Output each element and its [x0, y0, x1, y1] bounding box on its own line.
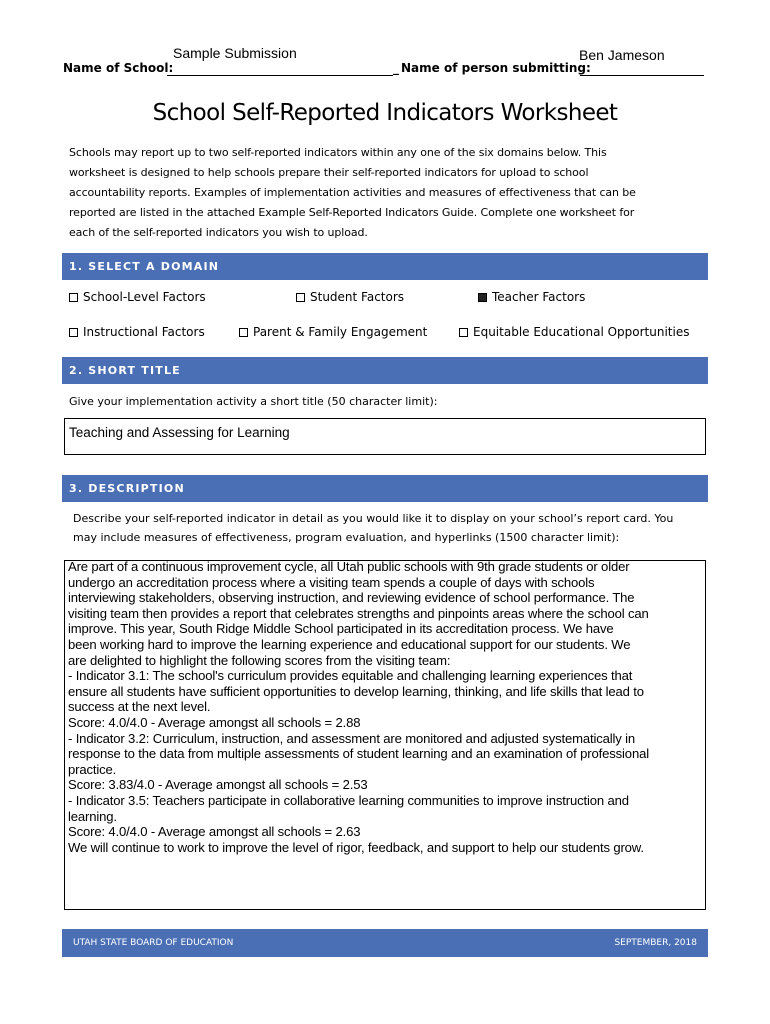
option-teacher-factors[interactable] — [478, 290, 585, 304]
description-line: We will continue to work to improve the level of rigor, feedback, and support to help our students grow. — [68, 839, 644, 855]
short-title-field[interactable] — [64, 418, 706, 455]
description-line: are delighted to highlight the following scores from the visiting team: — [68, 652, 451, 668]
option-label: Student Factors — [310, 290, 405, 304]
option-instructional-factors[interactable] — [69, 325, 205, 339]
description-line: visiting team then provides a report that celebrates strengths and pinpoints areas where the school can — [68, 605, 649, 621]
description-line: Score: 3.83/4.0 - Average amongst all schools = 2.53 — [68, 777, 368, 793]
page-title: School Self-Reported Indicators Worksheet — [152, 100, 618, 126]
footer-date: SEPTEMBER, 2018 — [614, 938, 697, 948]
description-line: been working hard to improve the learning experience and educational support for our students. We — [68, 636, 631, 652]
school-name-label: Name of School: — [63, 61, 174, 75]
intro-paragraph — [69, 143, 709, 243]
option-school-level-factors[interactable] — [69, 290, 206, 304]
intro-line: worksheet is designed to help schools prepare their self-reported indicators for upload to school — [69, 166, 589, 179]
description-prompt — [73, 509, 708, 547]
description-line: Score: 4.0/4.0 - Average amongst all schools = 2.88 — [68, 714, 361, 730]
option-label: School-Level Factors — [83, 290, 206, 304]
school-name-value[interactable]: Sample Submission — [173, 45, 297, 61]
person-name-underline — [580, 75, 704, 76]
footer-organization: UTAH STATE BOARD OF EDUCATION — [73, 938, 234, 948]
checkbox-icon[interactable] — [296, 293, 305, 302]
prompt-line: Describe your self-reported indicator in detail as you would like it to display on your school’s report card. You — [73, 512, 674, 525]
person-name-value[interactable]: Ben Jameson — [579, 47, 665, 63]
intro-line: Schools may report up to two self-reported indicators within any one of the six domains below. This — [69, 146, 607, 159]
checkbox-icon[interactable] — [459, 328, 468, 337]
option-label: Equitable Educational Opportunities — [473, 325, 690, 339]
description-line: response to the data from multiple assessments of student learning and an examination of professional — [68, 746, 649, 762]
description-field[interactable] — [64, 560, 706, 910]
description-line: undergo an accreditation process where a visiting team spends a couple of days with schools — [68, 574, 595, 590]
checked-checkbox-icon[interactable] — [478, 293, 487, 302]
checkbox-icon[interactable] — [239, 328, 248, 337]
checkbox-icon[interactable] — [69, 293, 78, 302]
option-student-factors[interactable] — [296, 290, 404, 304]
option-label: Instructional Factors — [83, 325, 205, 339]
checkbox-icon[interactable] — [69, 328, 78, 337]
description-line: improve. This year, South Ridge Middle School participated in its accreditation process. We have — [68, 621, 614, 637]
option-label: Parent & Family Engagement — [253, 325, 428, 339]
option-equitable-educational-opportunities[interactable] — [459, 325, 689, 339]
description-line: success at the next level. — [68, 699, 211, 715]
description-line: Score: 4.0/4.0 - Average amongst all schools = 2.63 — [68, 824, 361, 840]
page-footer — [62, 929, 708, 957]
option-label: Teacher Factors — [492, 290, 586, 304]
description-line: learning. — [68, 808, 117, 824]
description-line: Are part of a continuous improvement cycle, all Utah public schools with 9th grade students or older — [68, 559, 630, 574]
description-line: ensure all students have sufficient opportunities to develop learning, thinking, and life skills that lead to — [68, 683, 644, 699]
section-short-title-heading: 2. SHORT TITLE — [62, 357, 708, 384]
description-line: - Indicator 3.5: Teachers participate in collaborative learning communities to improve instruction and — [68, 792, 629, 808]
description-line: practice. — [68, 761, 117, 777]
short-title-value: Teaching and Assessing for Learning — [69, 425, 290, 440]
intro-line: reported are listed in the attached Example Self-Reported Indicators Guide. Complete one worksheet for — [69, 206, 635, 219]
description-line: interviewing stakeholders, observing instruction, and reviewing evidence of school performance. The — [68, 590, 635, 606]
option-parent-family-engagement[interactable] — [239, 325, 427, 339]
short-title-prompt: Give your implementation activity a short title (50 character limit): — [69, 395, 438, 408]
header-separator: _ — [393, 61, 399, 75]
prompt-line: may include measures of effectiveness, program evaluation, and hyperlinks (1500 character limit): — [73, 531, 620, 544]
intro-line: each of the self-reported indicators you wish to upload. — [69, 226, 368, 239]
intro-line: accountability reports. Examples of implementation activities and measures of effectiveness that can be — [69, 186, 636, 199]
description-line: - Indicator 3.2: Curriculum, instruction, and assessment are monitored and adjusted systematically in — [68, 730, 636, 746]
person-name-label: Name of person submitting: — [401, 61, 591, 75]
description-line: - Indicator 3.1: The school's curriculum provides equitable and challenging learning experiences that — [68, 668, 633, 684]
section-description-heading: 3. DESCRIPTION — [62, 475, 708, 502]
school-name-underline — [167, 75, 393, 76]
description-text — [68, 559, 704, 855]
section-select-domain-heading: 1. SELECT A DOMAIN — [62, 253, 708, 280]
